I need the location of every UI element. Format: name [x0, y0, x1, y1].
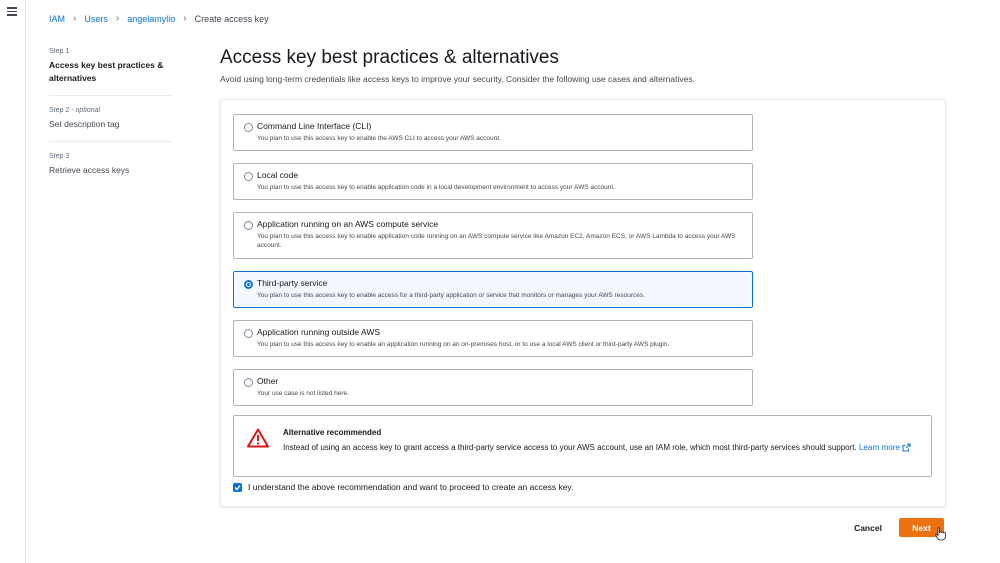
option-title: Application running on an AWS compute service [257, 219, 439, 229]
acknowledgement [233, 482, 573, 492]
option-title: Other [257, 376, 279, 386]
option-description: You plan to use this access key to enable access for a third-party application or service that monitors or manages your AWS resources. [257, 292, 645, 299]
breadcrumb-user[interactable]: angelamylio [127, 13, 176, 24]
alert-body: Instead of using an access key to grant access a third-party service access to your AWS account, use an IAM role, which most third-party services should support. Learn more [283, 441, 917, 455]
learn-more-link[interactable]: Learn more [859, 443, 911, 452]
radio-button[interactable] [244, 329, 253, 338]
chevron-right-icon: › [73, 13, 77, 24]
cancel-button[interactable]: Cancel [846, 518, 890, 537]
step-title[interactable]: Access key best practices & alternatives [49, 60, 164, 83]
option-title: Application running outside AWS [257, 327, 381, 337]
step-1 [49, 48, 172, 96]
option-description: You plan to use this access key to enable an application running on an on-premises host, or to use a local AWS client or third-party AWS plugin. [257, 341, 670, 348]
option-title: Third-party service [257, 278, 328, 288]
menu-icon[interactable] [7, 5, 17, 18]
step-2 [49, 107, 172, 142]
breadcrumb-users[interactable]: Users [84, 13, 108, 24]
radio-button[interactable] [244, 172, 253, 181]
chevron-right-icon: › [183, 13, 187, 24]
acknowledge-label: I understand the above recommendation and want to proceed to create an access key. [248, 482, 574, 492]
option-description: Your use case is not listed here. [257, 390, 349, 397]
step-optional: optional [75, 107, 101, 114]
chevron-right-icon: › [115, 13, 120, 24]
acknowledge-checkbox[interactable] [233, 483, 242, 492]
option-other[interactable] [233, 369, 753, 406]
step-title: Retrieve access keys [49, 165, 130, 175]
radio-button[interactable] [244, 123, 253, 132]
option-cli[interactable] [233, 114, 753, 151]
radio-button[interactable] [244, 378, 253, 387]
use-case-panel [220, 99, 946, 507]
checkmark-icon [234, 484, 241, 491]
radio-button[interactable] [244, 221, 253, 230]
step-3 [49, 153, 172, 187]
option-third-party[interactable] [233, 271, 753, 308]
step-number: Step 3 [49, 153, 70, 160]
option-description: You plan to use this access key to enable the AWS CLI to access your AWS account. [257, 135, 501, 142]
external-link-icon [902, 443, 911, 452]
breadcrumb-current: Create access key [194, 13, 269, 24]
next-button[interactable]: Next [899, 518, 944, 537]
page-description: Avoid using long-term credentials like access keys to improve your security. Consider the following use cases and alternatives. [220, 74, 695, 84]
option-description: You plan to use this access key to enable application code in a local development environment to access your AWS account. [257, 184, 615, 191]
option-description: You plan to use this access key to enable application code running on an AWS compute service like Amazon EC2, Amazon ECS, or AWS Lambda to access your AWS account. [257, 233, 736, 249]
option-aws-compute[interactable] [233, 212, 753, 259]
option-title: Command Line Interface (CLI) [257, 121, 372, 131]
page-title: Access key best practices & alternatives [220, 47, 559, 68]
step-title: Set description tag [49, 119, 120, 129]
option-outside-aws[interactable] [233, 320, 753, 357]
side-navigation-rail [0, 0, 26, 563]
warning-icon [247, 428, 269, 448]
hand-cursor-icon [935, 527, 947, 541]
breadcrumb-iam[interactable]: IAM [49, 13, 66, 24]
radio-button-selected[interactable] [244, 280, 253, 289]
alert-title: Alternative recommended [283, 428, 382, 437]
option-title: Local code [257, 170, 299, 180]
wizard-steps [49, 48, 172, 198]
option-local-code[interactable] [233, 163, 753, 200]
breadcrumb [49, 13, 269, 24]
step-number: Step 2 - optional [49, 107, 101, 114]
step-number: Step 1 [49, 48, 70, 55]
alternative-recommended-alert [233, 415, 932, 477]
